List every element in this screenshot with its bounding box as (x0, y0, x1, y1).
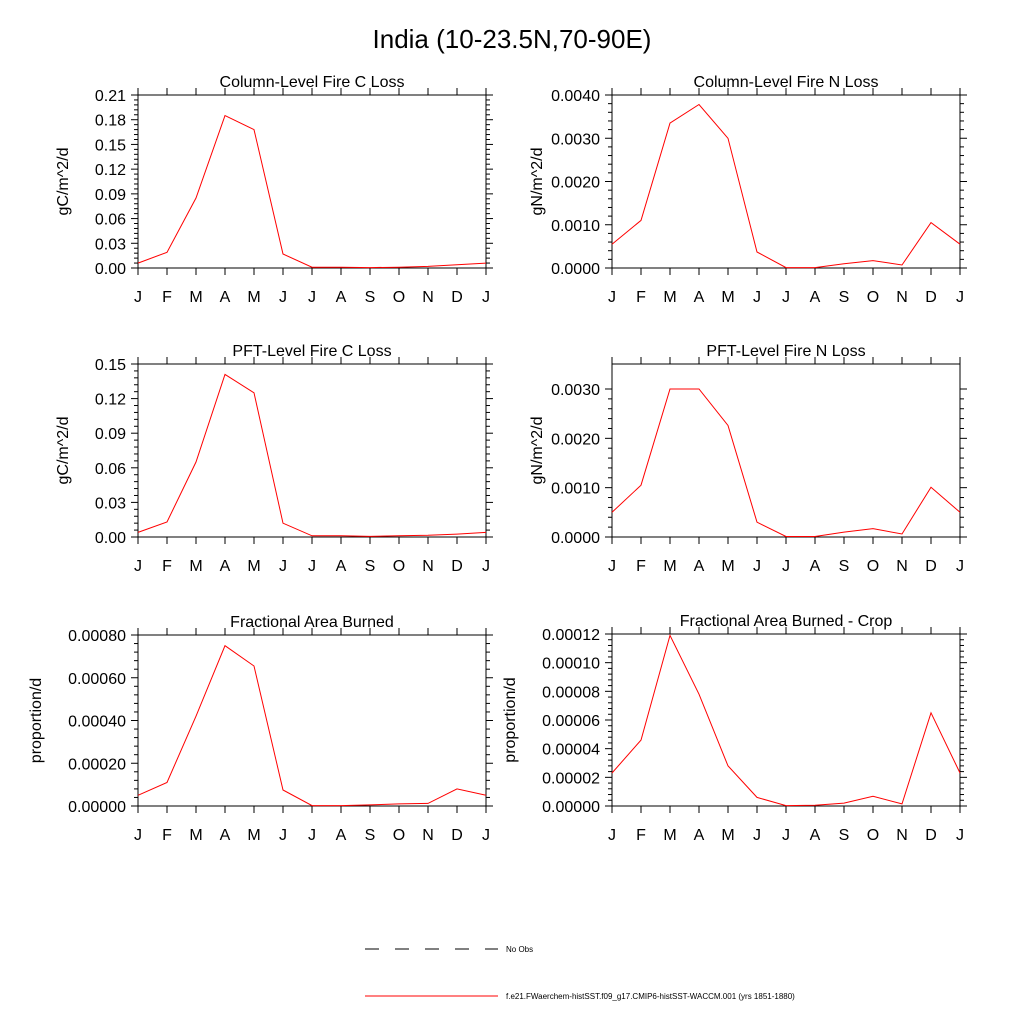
x-tick-label: S (364, 827, 376, 844)
x-tick-label: S (838, 289, 850, 306)
y-tick-label: 0.00040 (68, 713, 126, 731)
y-tick-label: 0.0030 (551, 382, 600, 399)
y-axis-label: gC/m^2/d (55, 147, 72, 216)
y-tick-label: 0.06 (94, 211, 126, 229)
x-tick-label: O (392, 289, 406, 306)
chart-title: PFT-Level Fire N Loss (706, 343, 866, 360)
chart-title: PFT-Level Fire C Loss (232, 343, 392, 360)
x-tick-label: J (308, 827, 316, 844)
x-tick-label: M (247, 558, 261, 575)
x-tick-label: N (896, 289, 908, 306)
y-tick-label: 0.21 (94, 88, 126, 105)
x-tick-label: J (608, 558, 616, 575)
x-tick-label: J (482, 558, 490, 575)
x-tick-label: F (162, 558, 172, 575)
x-tick-label: M (189, 827, 203, 844)
x-tick-label: M (663, 289, 677, 306)
x-tick-label: F (636, 289, 646, 306)
chart-title: Fractional Area Burned (230, 614, 394, 631)
y-axis-label: gN/m^2/d (529, 147, 546, 216)
x-tick-label: A (335, 289, 347, 306)
y-tick-label: 0.00080 (68, 628, 126, 645)
x-tick-label: J (608, 827, 616, 844)
y-tick-label: 0.0020 (551, 431, 600, 449)
x-tick-label: J (279, 289, 287, 306)
x-tick-label: N (422, 289, 434, 306)
x-tick-label: A (219, 289, 231, 306)
x-tick-label: M (189, 558, 203, 575)
x-tick-label: S (364, 289, 376, 306)
y-tick-label: 0.03 (94, 236, 126, 254)
x-tick-label: J (782, 827, 790, 844)
chart-title: Fractional Area Burned - Crop (679, 613, 893, 630)
x-tick-label: M (247, 289, 261, 306)
x-tick-label: M (721, 289, 735, 306)
x-tick-label: J (956, 289, 964, 306)
y-tick-label: 0.00006 (542, 713, 600, 730)
x-tick-label: A (219, 827, 231, 844)
x-tick-label: J (753, 827, 761, 844)
x-tick-label: A (693, 289, 705, 306)
x-tick-label: J (753, 558, 761, 575)
figure-title: India (10-23.5N,70-90E) (372, 24, 652, 54)
y-tick-label: 0.00012 (542, 627, 600, 644)
x-tick-label: F (162, 827, 172, 844)
x-tick-label: S (838, 827, 850, 844)
chart-title: Column-Level Fire N Loss (693, 74, 879, 91)
x-tick-label: D (451, 558, 463, 575)
series-line (138, 116, 486, 268)
x-tick-label: O (866, 558, 880, 575)
x-tick-label: N (422, 827, 434, 844)
chart-panel-2 (529, 74, 967, 306)
y-tick-label: 0.0010 (551, 217, 600, 235)
y-tick-label: 0.00020 (68, 756, 126, 774)
y-tick-label: 0.18 (94, 112, 126, 130)
x-tick-label: O (866, 827, 880, 844)
y-tick-label: 0.00008 (542, 684, 600, 702)
y-tick-label: 0.09 (94, 426, 126, 444)
x-tick-label: J (482, 827, 490, 844)
x-tick-label: M (721, 827, 735, 844)
y-tick-label: 0.03 (94, 495, 126, 513)
x-tick-label: J (753, 289, 761, 306)
y-tick-label: 0.00004 (542, 741, 600, 759)
x-tick-label: N (896, 558, 908, 575)
y-tick-label: 0.12 (94, 391, 126, 409)
x-tick-label: D (925, 289, 937, 306)
series-line (138, 374, 486, 536)
legend-obs-label: No Obs (506, 945, 534, 954)
y-tick-label: 0.0000 (551, 530, 600, 547)
legend-model-label: f.e21.FWaerchem-histSST.f09_g17.CMIP6-histSST-WACCM.001 (yrs 1851-1880) (506, 992, 795, 1001)
x-tick-label: A (219, 558, 231, 575)
x-tick-label: J (279, 558, 287, 575)
x-tick-label: M (247, 827, 261, 844)
series-line (612, 105, 960, 268)
series-line (612, 635, 960, 805)
x-tick-label: J (782, 558, 790, 575)
x-tick-label: J (279, 827, 287, 844)
y-axis-label: proportion/d (28, 677, 45, 764)
plot-frame (612, 95, 960, 268)
chart-panel-4 (529, 343, 967, 575)
plot-frame (138, 95, 486, 268)
chart-panel-6 (502, 613, 967, 844)
plot-frame (138, 635, 486, 806)
x-tick-label: O (392, 558, 406, 575)
chart-panel-5 (28, 614, 493, 844)
x-tick-label: F (636, 827, 646, 844)
x-tick-label: J (956, 827, 964, 844)
x-tick-label: D (451, 827, 463, 844)
x-tick-label: F (162, 289, 172, 306)
x-tick-label: M (721, 558, 735, 575)
x-tick-label: S (364, 558, 376, 575)
x-tick-label: F (636, 558, 646, 575)
x-tick-label: D (925, 827, 937, 844)
y-tick-label: 0.00002 (542, 770, 600, 788)
y-axis-label: proportion/d (502, 677, 519, 763)
x-tick-label: J (482, 289, 490, 306)
x-tick-label: O (392, 827, 406, 844)
x-tick-label: S (838, 558, 850, 575)
x-tick-label: D (451, 289, 463, 306)
y-axis-label: gC/m^2/d (55, 416, 72, 485)
x-tick-label: J (782, 289, 790, 306)
y-tick-label: 0.0020 (551, 174, 600, 192)
y-tick-label: 0.00 (94, 530, 126, 547)
panels (28, 74, 967, 844)
chart-panel-1 (55, 74, 493, 306)
x-tick-label: J (308, 289, 316, 306)
x-tick-label: N (422, 558, 434, 575)
chart-panel-3 (55, 343, 493, 575)
x-tick-label: A (335, 558, 347, 575)
x-tick-label: J (134, 289, 142, 306)
chart-title: Column-Level Fire C Loss (219, 74, 405, 91)
y-tick-label: 0.00010 (542, 655, 600, 673)
x-tick-label: J (308, 558, 316, 575)
plot-frame (138, 364, 486, 537)
y-tick-label: 0.0000 (551, 261, 600, 278)
y-tick-label: 0.00 (94, 261, 126, 278)
x-tick-label: A (809, 827, 821, 844)
y-tick-label: 0.0010 (551, 480, 600, 498)
x-tick-label: A (693, 558, 705, 575)
x-tick-label: J (608, 289, 616, 306)
x-tick-label: J (956, 558, 964, 575)
x-tick-label: A (693, 827, 705, 844)
y-tick-label: 0.06 (94, 460, 126, 478)
x-tick-label: A (809, 289, 821, 306)
y-tick-label: 0.00060 (68, 670, 126, 688)
y-tick-label: 0.00000 (542, 799, 600, 816)
legend (365, 945, 795, 1001)
x-tick-label: M (663, 827, 677, 844)
x-tick-label: O (866, 289, 880, 306)
y-tick-label: 0.12 (94, 162, 126, 180)
series-line (138, 646, 486, 806)
x-tick-label: J (134, 558, 142, 575)
x-tick-label: D (925, 558, 937, 575)
x-tick-label: M (189, 289, 203, 306)
x-tick-label: M (663, 558, 677, 575)
y-tick-label: 0.09 (94, 186, 126, 204)
plot-frame (612, 634, 960, 806)
y-tick-label: 0.00000 (68, 799, 126, 816)
y-tick-label: 0.15 (94, 137, 126, 155)
y-tick-label: 0.0040 (551, 88, 600, 105)
y-tick-label: 0.15 (94, 357, 126, 374)
x-tick-label: A (809, 558, 821, 575)
plot-frame (612, 364, 960, 537)
x-tick-label: N (896, 827, 908, 844)
y-tick-label: 0.0030 (551, 131, 600, 149)
x-tick-label: A (335, 827, 347, 844)
x-tick-label: J (134, 827, 142, 844)
y-axis-label: gN/m^2/d (529, 416, 546, 485)
series-line (612, 389, 960, 537)
